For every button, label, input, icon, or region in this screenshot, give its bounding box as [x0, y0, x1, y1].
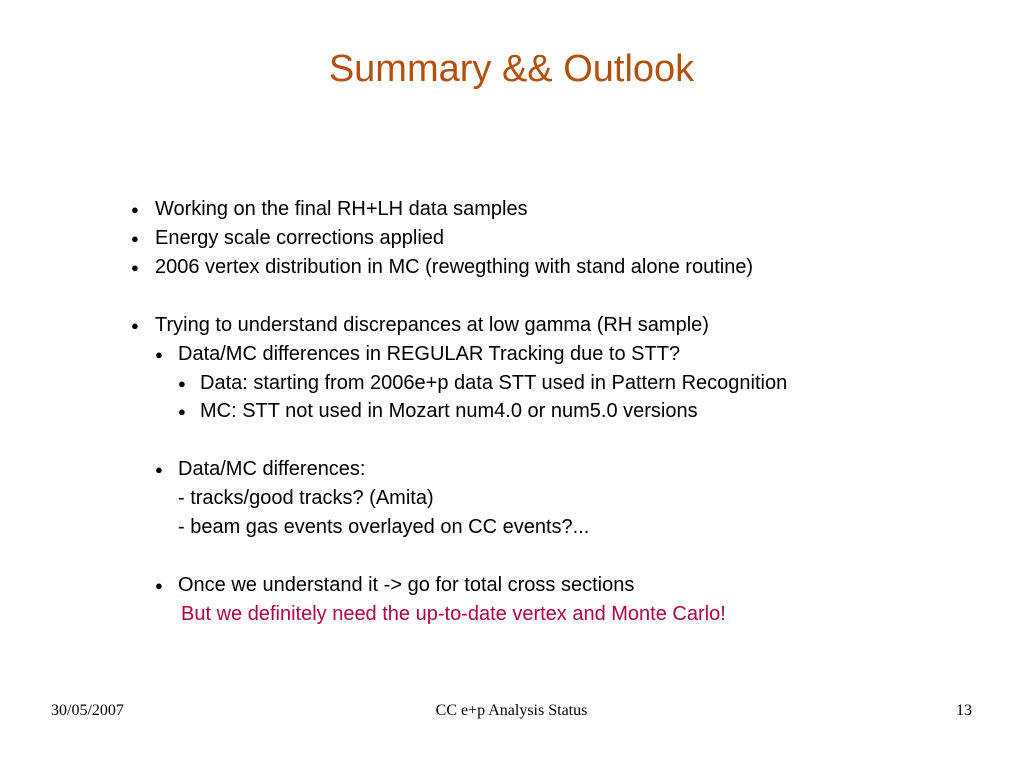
bullet-energy-scale: Energy scale corrections applied: [155, 227, 445, 249]
bullet-discrepances: Trying to understand discrepances at low gamma (RH sample): [155, 314, 709, 336]
slide-title: Summary && Outlook: [328, 48, 695, 90]
bullet-icon: ●: [155, 347, 163, 362]
continuation-tracks: - tracks/good tracks? (Amita): [178, 487, 434, 509]
bullet-icon: ●: [155, 462, 163, 477]
bullet-data-stt: Data: starting from 2006e+p data STT used in Pattern Recognition: [200, 372, 788, 394]
footer-page-number: 13: [956, 702, 972, 719]
footer-title: CC e+p Analysis Status: [435, 702, 588, 719]
bullet-vertex-distribution: 2006 vertex distribution in MC (rewegthing with stand alone routine): [155, 256, 754, 278]
highlight-note: But we definitely need the up-to-date vertex and Monte Carlo!: [181, 603, 726, 625]
bullet-icon: ●: [178, 404, 186, 419]
footer-date: 30/05/2007: [51, 702, 124, 719]
bullet-cross-sections: Once we understand it -> go for total cross sections: [178, 574, 635, 596]
bullet-icon: ●: [155, 578, 163, 593]
bullet-icon: ●: [178, 376, 186, 391]
bullet-icon: ●: [131, 260, 139, 275]
bullet-data-mc-differences: Data/MC differences:: [178, 458, 366, 480]
bullet-icon: ●: [131, 202, 139, 217]
bullet-icon: ●: [131, 318, 139, 333]
bullet-regular-tracking: Data/MC differences in REGULAR Tracking due to STT?: [178, 343, 681, 365]
bullet-mc-stt: MC: STT not used in Mozart num4.0 or num5.0 versions: [200, 400, 698, 422]
continuation-beam-gas: - beam gas events overlayed on CC events?...: [178, 516, 590, 538]
bullet-final-samples: Working on the final RH+LH data samples: [155, 198, 528, 220]
bullet-icon: ●: [131, 231, 139, 246]
